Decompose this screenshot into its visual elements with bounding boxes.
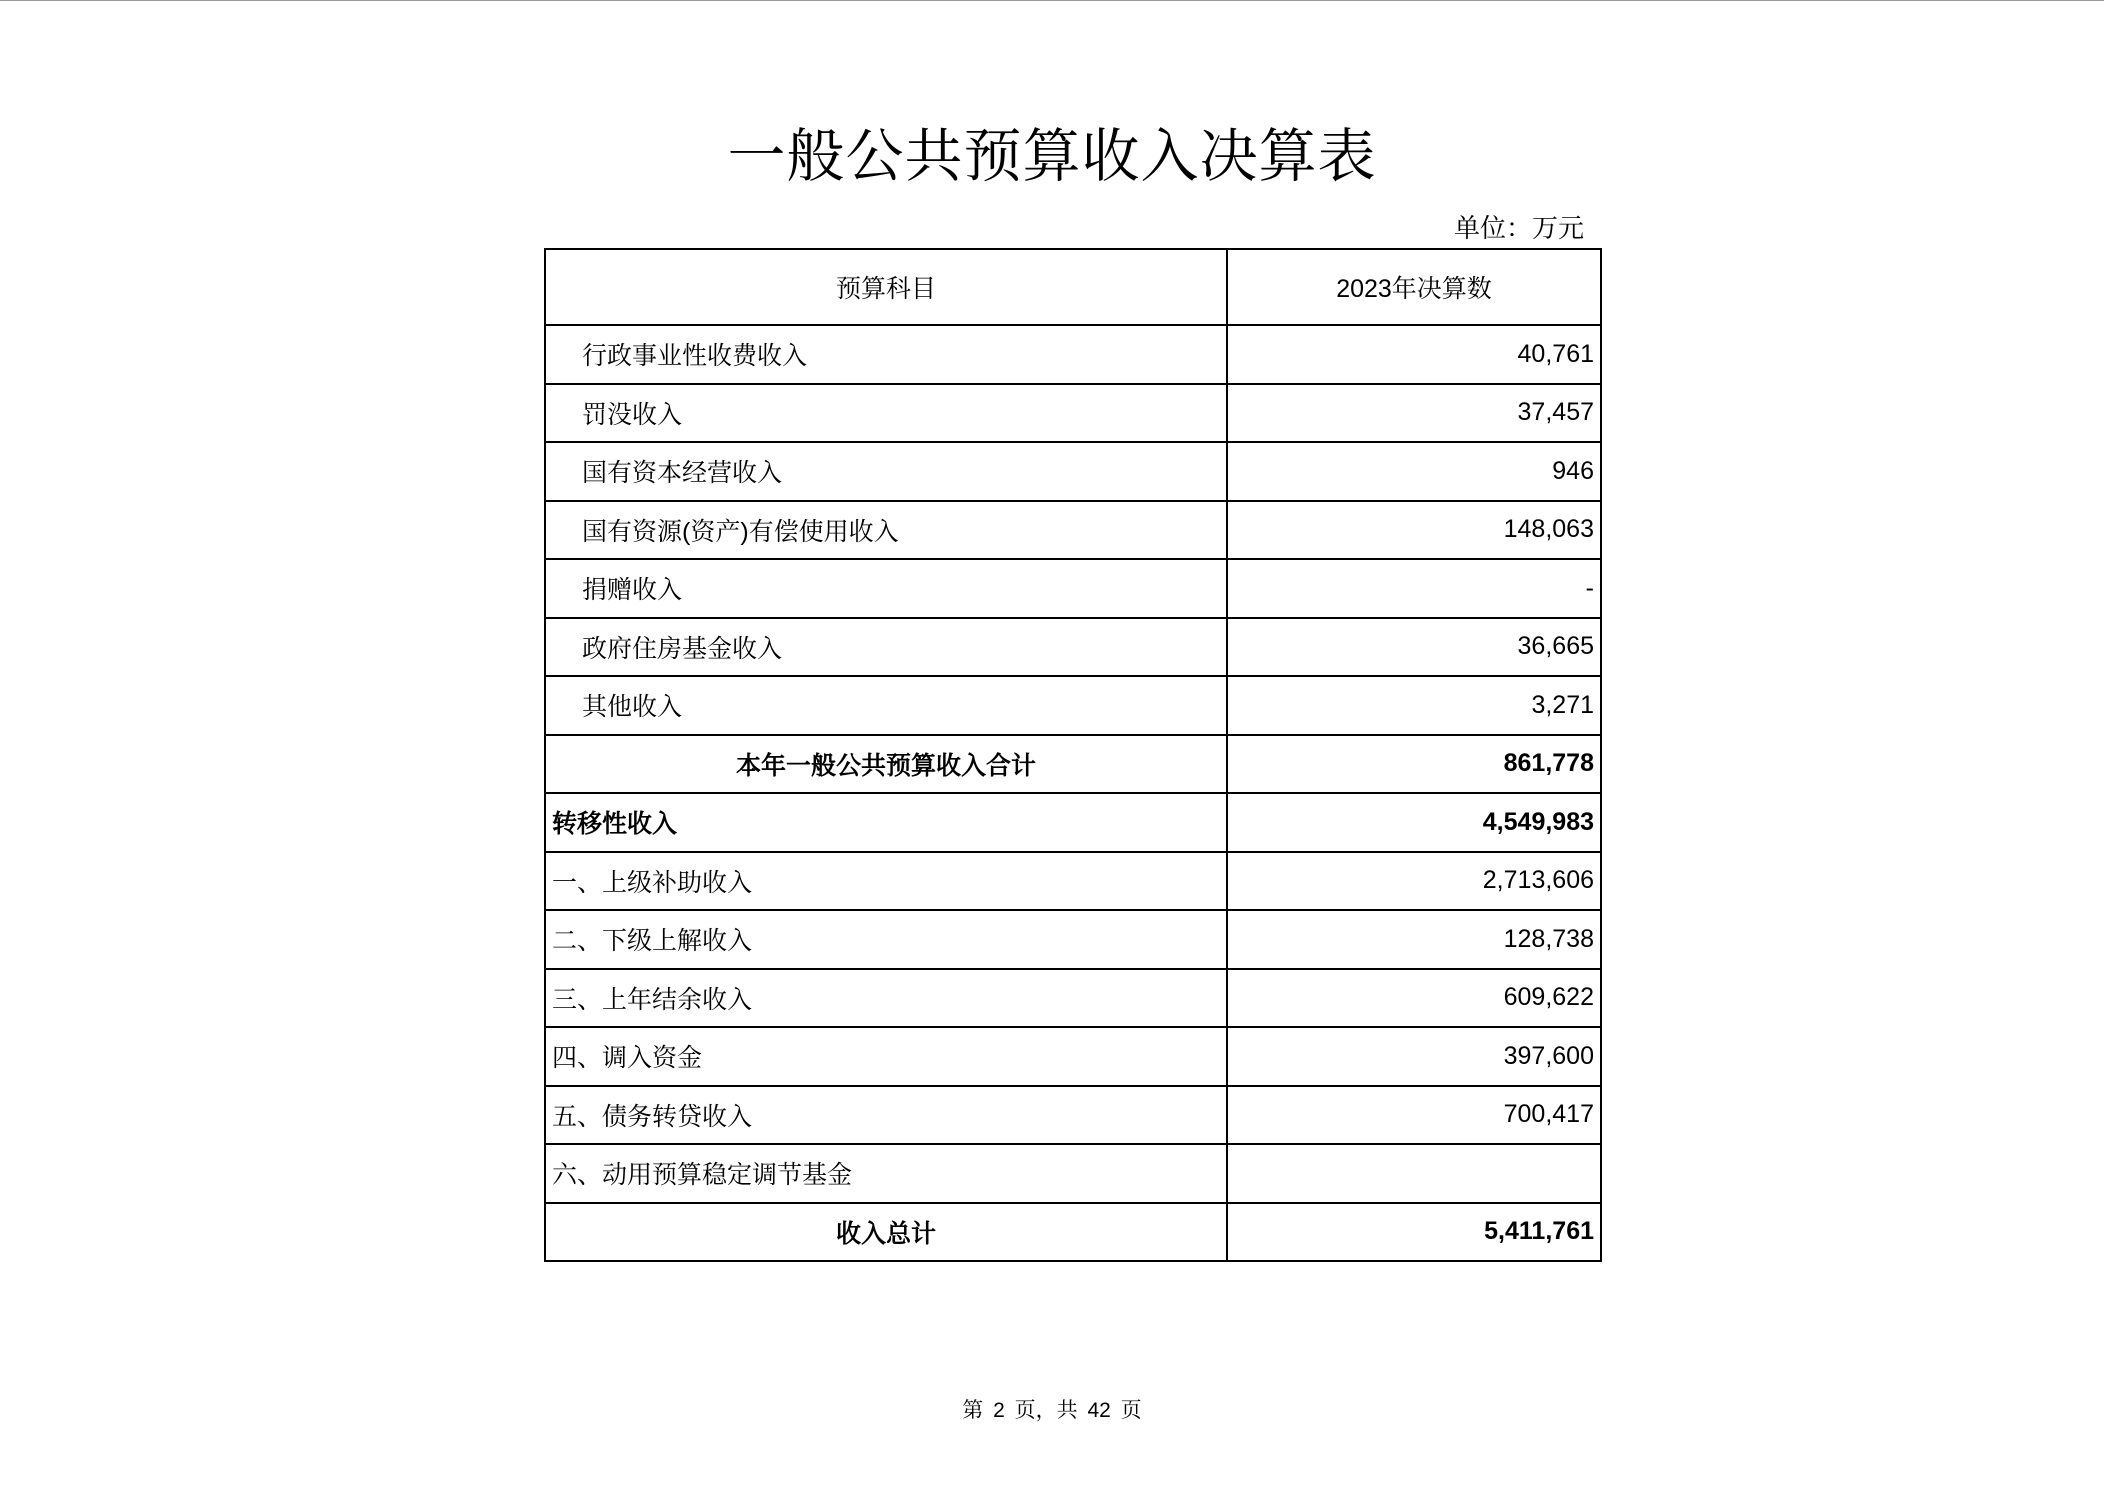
table-row (545, 325, 1601, 384)
header-amount: 2023年决算数 (1227, 249, 1601, 325)
table-row (545, 1086, 1601, 1145)
row-amount: 700,417 (1227, 1086, 1601, 1145)
row-amount: 2,713,606 (1227, 852, 1601, 911)
subtotal-amount: 861,778 (1227, 735, 1601, 794)
row-subject: 政府住房基金收入 (545, 618, 1227, 677)
row-amount: 36,665 (1227, 618, 1601, 677)
subtotal-row (545, 735, 1601, 794)
row-subject: 三、上年结余收入 (545, 969, 1227, 1028)
row-subject: 六、动用预算稳定调节基金 (545, 1144, 1227, 1203)
page-number-footer: 第 2 页，共 42 页 (962, 1399, 1142, 1422)
transfer-heading-label: 转移性收入 (545, 793, 1227, 852)
row-subject: 一、上级补助收入 (545, 852, 1227, 911)
table-row (545, 676, 1601, 735)
row-amount: 397,600 (1227, 1027, 1601, 1086)
row-amount: 128,738 (1227, 910, 1601, 969)
budget-revenue-table (544, 248, 1602, 1262)
row-subject: 国有资源(资产)有偿使用收入 (545, 501, 1227, 560)
row-amount: 946 (1227, 442, 1601, 501)
grand-total-label: 收入总计 (545, 1203, 1227, 1262)
transfer-heading-amount: 4,549,983 (1227, 793, 1601, 852)
row-amount: - (1227, 559, 1601, 618)
row-subject: 行政事业性收费收入 (545, 325, 1227, 384)
page-title: 一般公共预算收入决算表 (727, 124, 1377, 189)
row-subject: 其他收入 (545, 676, 1227, 735)
table-row (545, 1027, 1601, 1086)
row-amount: 40,761 (1227, 325, 1601, 384)
table-row (545, 618, 1601, 677)
row-amount: 3,271 (1227, 676, 1601, 735)
row-amount: 37,457 (1227, 384, 1601, 443)
row-subject: 国有资本经营收入 (545, 442, 1227, 501)
row-subject: 四、调入资金 (545, 1027, 1227, 1086)
table-row (545, 384, 1601, 443)
transfer-heading-row (545, 793, 1601, 852)
table-row (545, 501, 1601, 560)
grand-total-row (545, 1203, 1601, 1262)
table-row (545, 442, 1601, 501)
row-amount: 609,622 (1227, 969, 1601, 1028)
table-row (545, 852, 1601, 911)
page-top-border (0, 0, 2104, 1)
grand-total-amount: 5,411,761 (1227, 1203, 1601, 1262)
header-subject: 预算科目 (545, 249, 1227, 325)
row-amount: 148,063 (1227, 501, 1601, 560)
subtotal-label: 本年一般公共预算收入合计 (545, 735, 1227, 794)
row-subject: 捐赠收入 (545, 559, 1227, 618)
table-row (545, 910, 1601, 969)
unit-label: 单位：万元 (1453, 213, 1584, 243)
table-header-row (545, 249, 1601, 325)
row-subject: 罚没收入 (545, 384, 1227, 443)
row-amount (1227, 1144, 1601, 1203)
row-subject: 二、下级上解收入 (545, 910, 1227, 969)
table-row (545, 969, 1601, 1028)
table-row (545, 1144, 1601, 1203)
table-row (545, 559, 1601, 618)
row-subject: 五、债务转贷收入 (545, 1086, 1227, 1145)
